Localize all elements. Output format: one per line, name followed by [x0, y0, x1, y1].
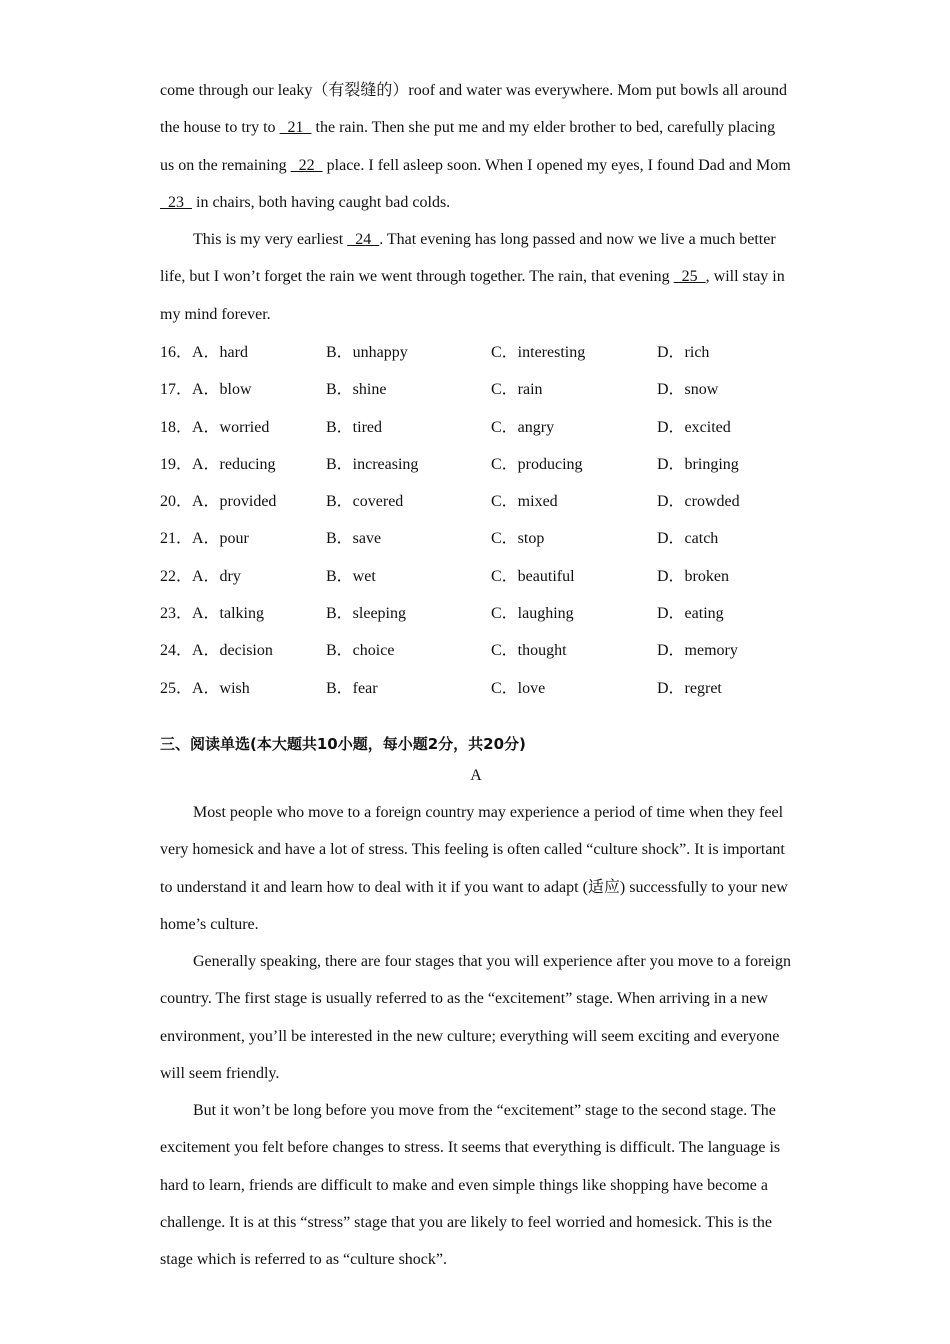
question-19-options [160, 446, 792, 483]
option-a: 17．A．blow [160, 381, 252, 399]
options-list [160, 334, 792, 707]
story-text: , will stay in my mind forever. [160, 268, 785, 323]
story-text: the rain. Then she put me and my elder brother to bed, carefully placing us on the remaining [160, 119, 776, 174]
story-paragraph-1 [160, 72, 792, 221]
option-d: D．broken [657, 567, 729, 585]
option-c: C．rain [491, 381, 543, 399]
question-16-options [160, 334, 792, 371]
blank-25: 25 [673, 268, 706, 286]
option-c: C．laughing [491, 605, 574, 623]
story-text: place. I fell asleep soon. When I opened my eyes, I found Dad and Mom [322, 156, 791, 174]
question-17-options [160, 371, 792, 408]
option-b: B．wet [326, 567, 376, 585]
option-c: C．beautiful [491, 567, 575, 585]
section-title: 三、阅读单选(本大题共10小题，每小题2分，共20分) [160, 735, 526, 753]
option-a: 23．A．talking [160, 605, 264, 623]
option-b: B．unhappy [326, 344, 408, 361]
question-25-options [160, 670, 792, 707]
option-d: D．snow [657, 381, 719, 399]
question-18-options [160, 409, 792, 446]
blank-23: 23 [160, 193, 192, 211]
option-b: B．tired [326, 418, 382, 436]
option-b: B．choice [326, 642, 395, 660]
question-21-options [160, 520, 792, 557]
option-b: B．increasing [326, 455, 419, 473]
reading-paragraph-3: But it won’t be long before you move from the “excitement” stage to the second stage. The excitement you felt before changes to stress. It seems that everything is difficult. The language is hard to learn, friends are difficult to make and even simple things like shopping have become a challenge. It is at this “stress” stage that you are likely to feel worried and homesick. This is the stage which is referred to as “culture shock”. [160, 1102, 781, 1269]
option-d: D．crowded [657, 493, 740, 511]
option-d: D．rich [657, 344, 710, 361]
blank-22: 22 [290, 156, 323, 174]
option-c: C．stop [491, 530, 545, 548]
option-a: 25．A．wish [160, 679, 250, 697]
option-b: B．sleeping [326, 605, 406, 623]
story-text: come through our leaky（有裂缝的）roof and water was everywhere. Mom put bowls all around the house to try to [160, 82, 787, 137]
option-c: C．love [491, 679, 546, 697]
option-b: B．shine [326, 381, 387, 399]
story-text: in chairs, both having caught bad colds. [192, 193, 451, 211]
option-d: D．excited [657, 418, 731, 436]
story-text: . That evening has long passed and now we live a much better life, but I won’t forget the rain we went through together. The rain, that evening [160, 231, 776, 286]
story-text: This is my very earliest [193, 231, 348, 248]
option-b: B．fear [326, 679, 378, 697]
option-d: D．memory [657, 642, 738, 660]
question-22-options [160, 558, 792, 595]
option-c: C．interesting [491, 344, 586, 361]
option-b: B．save [326, 530, 382, 548]
blank-24: 24 [347, 231, 380, 248]
question-23-options [160, 595, 792, 632]
reading-paragraph-1: Most people who move to a foreign country may experience a period of time when they feel very homesick and have a lot of stress. This feeling is often called “culture shock”. It is important to understand it and learn how to deal with it if you want to adapt (适应) successfully to your new home’s culture. [160, 804, 788, 933]
option-d: D．eating [657, 605, 724, 623]
option-c: C．producing [491, 455, 583, 473]
story-paragraph-2 [160, 221, 792, 333]
option-b: B．covered [326, 493, 404, 511]
question-20-options [160, 483, 792, 520]
option-a: 22．A．dry [160, 567, 241, 585]
option-a: 18．A．worried [160, 418, 270, 436]
question-24-options [160, 632, 792, 669]
option-a: 19．A．reducing [160, 455, 276, 473]
option-c: C．angry [491, 418, 555, 436]
option-a: 24．A．decision [160, 642, 273, 660]
option-a: 16．A．hard [160, 344, 248, 361]
option-a: 21．A．pour [160, 530, 249, 548]
option-c: C．mixed [491, 493, 558, 511]
passage-label: A [470, 767, 482, 784]
option-c: C．thought [491, 642, 567, 660]
blank-21: 21 [279, 119, 312, 137]
reading-paragraph-2: Generally speaking, there are four stages that you will experience after you move to a foreign country. The first stage is usually referred to as the “excitement” stage. When arriving in a new environment, you’ll be interested in the new culture; everything will seem exciting and everyone will seem friendly. [160, 953, 791, 1082]
option-d: D．regret [657, 679, 722, 697]
option-d: D．catch [657, 530, 719, 548]
option-a: 20．A．provided [160, 493, 277, 511]
option-d: D．bringing [657, 455, 739, 473]
